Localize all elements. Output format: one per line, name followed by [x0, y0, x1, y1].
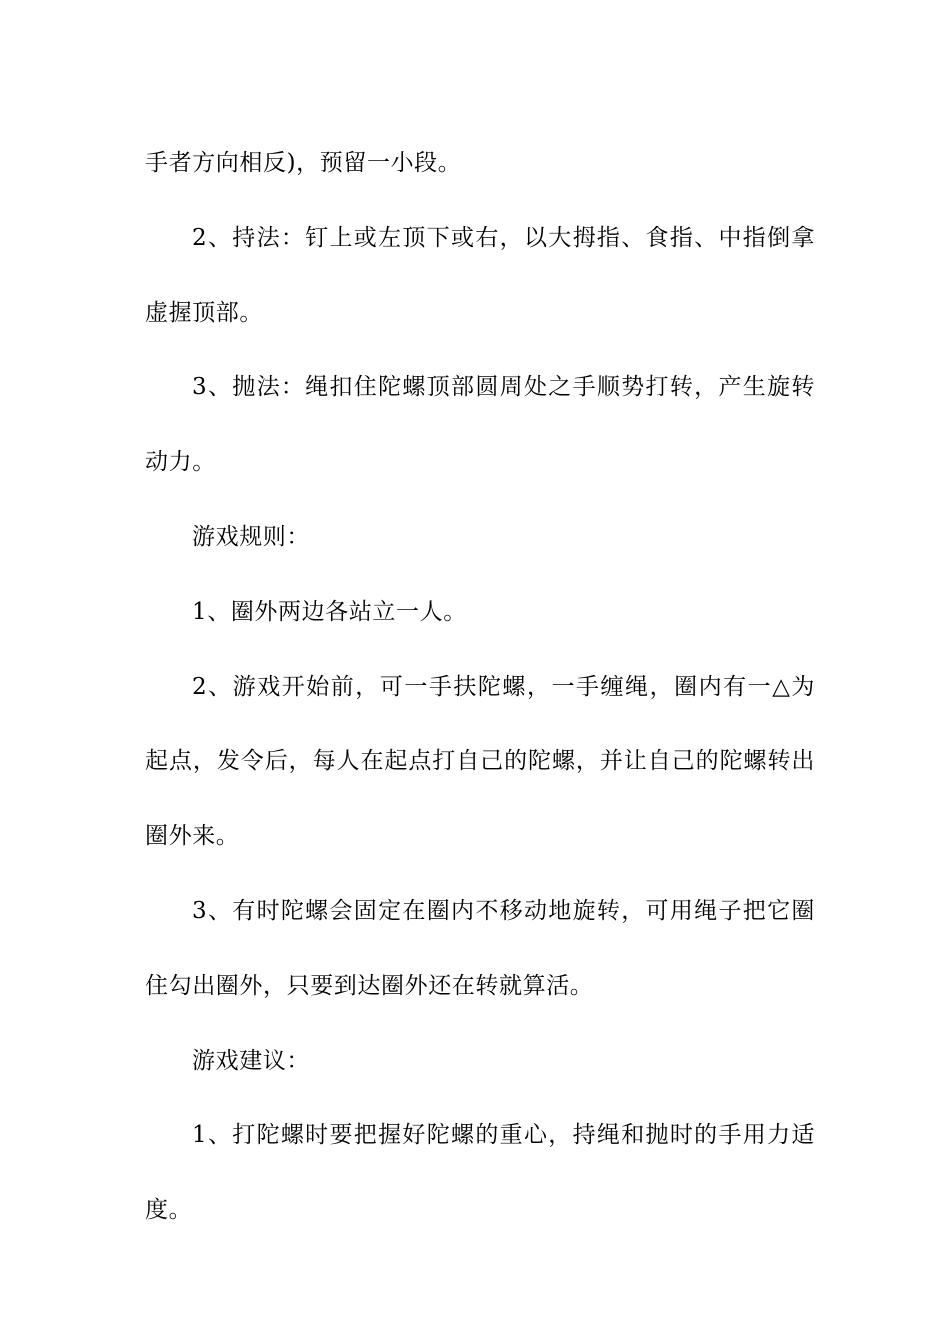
paragraph-rule-2: 2、游戏开始前，可一手扶陀螺，一手缠绳，圈内有一△为起点，发令后，每人在起点打自己的陀螺，并让自己的陀螺转出圈外来。: [145, 673, 815, 850]
paragraph-continuation: 手者方向相反)，预留一小段。: [145, 150, 462, 176]
paragraph-rule-3: 3、有时陀螺会固定在圈内不移动地旋转，可用绳子把它圈住勾出圈外，只要到达圈外还在转就算活。: [145, 897, 815, 999]
paragraph-throwing-method: 3、抛法：绳扣住陀螺顶部圆周处之手顺势打转，产生旋转动力。: [145, 374, 815, 476]
heading-game-rules: 游戏规则：: [192, 523, 310, 550]
heading-game-suggestions: 游戏建议：: [192, 1047, 310, 1074]
paragraph-rule-1: 1、圈外两边各站立一人。: [192, 598, 467, 625]
paragraph-holding-method: 2、持法：钉上或左顶下或右，以大拇指、食指、中指倒拿虚握顶部。: [145, 224, 815, 326]
paragraph-suggestion-1: 1、打陀螺时要把握好陀螺的重心，持绳和抛时的手用力适度。: [145, 1122, 815, 1224]
document-body: [145, 126, 815, 1248]
